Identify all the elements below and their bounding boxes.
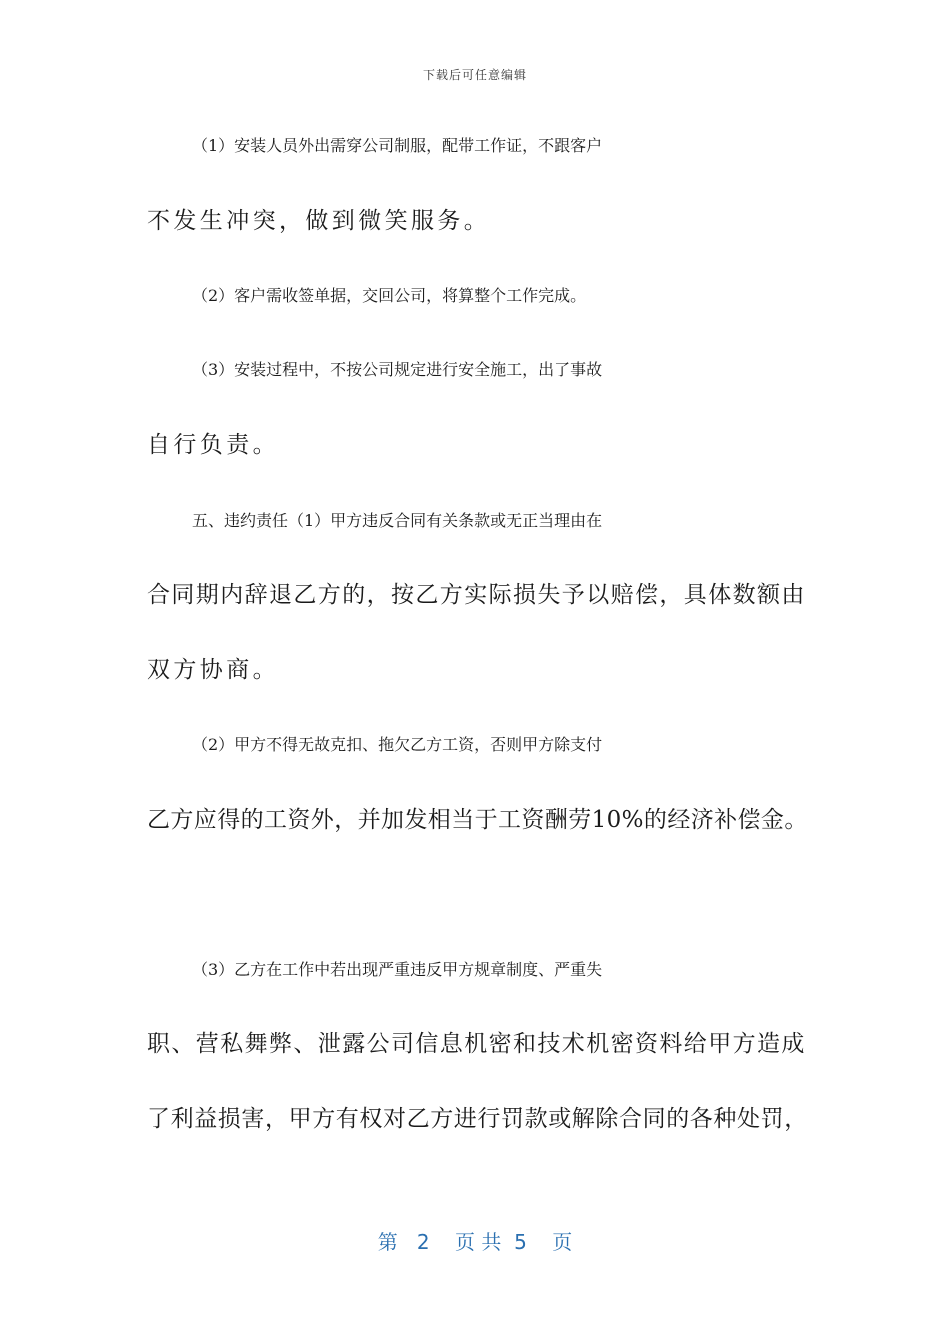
paragraph-line: 不发生冲突，做到微笑服务。 [147, 208, 491, 234]
paragraph-line: （2）客户需收签单据，交回公司，将算整个工作完成。 [192, 286, 587, 305]
paragraph-line: 自行负责。 [147, 432, 279, 458]
paragraph-line: 乙方应得的工资外，并加发相当于工资酬劳10%的经济补偿金。 [147, 807, 808, 833]
header-note: 下载后可任意编辑 [422, 68, 527, 82]
paragraph-line: （1）安装人员外出需穿公司制服，配带工作证，不跟客户 [192, 136, 603, 155]
paragraph-line: 双方协商。 [147, 657, 279, 683]
paragraph-line: 五、违约责任（1）甲方违反合同有关条款或无正当理由在 [192, 511, 603, 530]
page-number [0, 1226, 950, 1255]
paragraph-line: 了利益损害，甲方有权对乙方进行罚款或解除合同的各种处罚， [147, 1106, 808, 1132]
paragraph-line: 职、营私舞弊、泄露公司信息机密和技术机密资料给甲方造成 [147, 1031, 806, 1057]
paragraph-line: （3）安装过程中，不按公司规定进行安全施工，出了事故 [192, 360, 603, 379]
paragraph-line: （2）甲方不得无故克扣、拖欠乙方工资，否则甲方除支付 [192, 735, 603, 754]
paragraph-line: （3）乙方在工作中若出现严重违反甲方规章制度、严重失 [192, 960, 603, 979]
page-number-label: 第 2 页 共 5 页 [377, 1230, 573, 1254]
paragraph-line: 合同期内辞退乙方的，按乙方实际损失予以赔偿，具体数额由 [147, 582, 806, 608]
